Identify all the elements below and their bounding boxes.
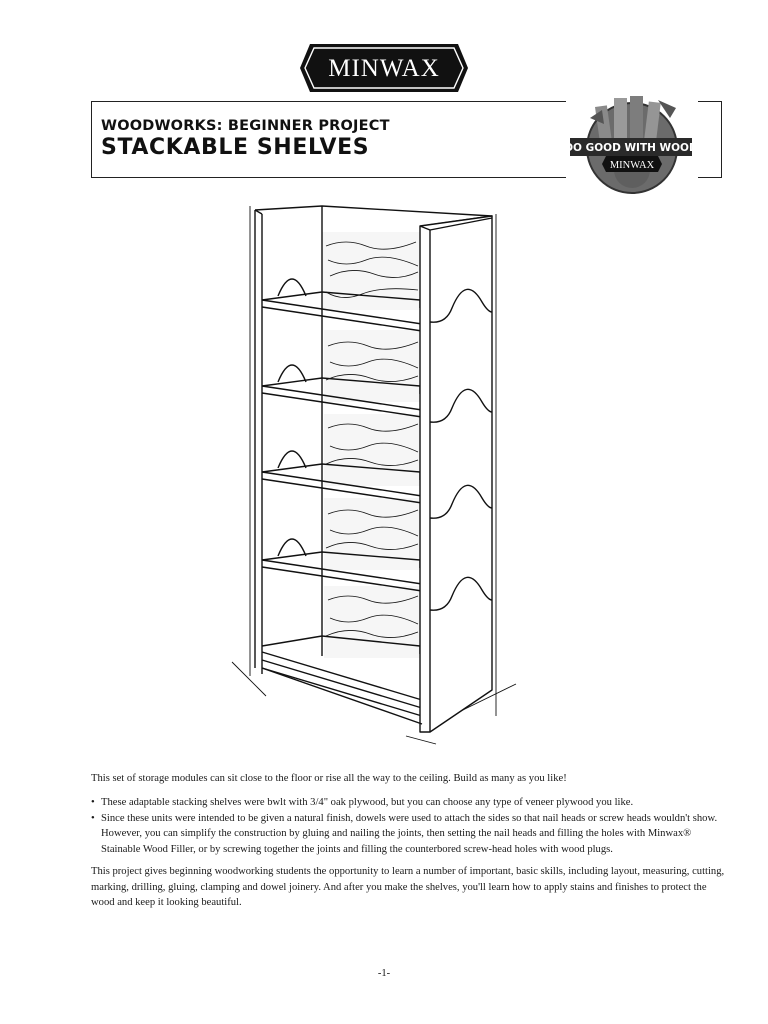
list-item bbox=[91, 795, 731, 811]
closing-paragraph: This project gives beginning woodworking students the opportunity to learn a number of important, basic skills, including layout, measuring, cutting, marking, drilling, gluing, clamping and dowel joinery. And after you make the shelves, you'll learn how to apply stains and finishes to protect the wood and keep it looking beautiful. bbox=[91, 866, 725, 908]
list-item bbox=[91, 811, 731, 858]
intro-paragraph: This set of storage modules can sit close to the floor or rise all the way to the ceiling. Build as many as you like! bbox=[91, 773, 567, 784]
minwax-logo bbox=[300, 44, 468, 92]
bullet-list bbox=[91, 795, 731, 857]
stackable-shelves-illustration bbox=[226, 196, 526, 756]
bullet-text: These adaptable stacking shelves were bwlt with 3/4" oak plywood, but you can choose any type of veneer plywood you like. bbox=[101, 797, 634, 808]
logo-text: MINWAX bbox=[328, 55, 440, 82]
do-good-with-wood-badge bbox=[566, 88, 698, 198]
badge-text: DO GOOD WITH WOOD bbox=[566, 142, 698, 154]
header-subtitle: WOODWORKS: BEGINNER PROJECT bbox=[101, 118, 390, 134]
bullet-icon: • bbox=[91, 812, 95, 824]
badge-logo-text: MINWAX bbox=[609, 160, 655, 171]
bullet-icon: • bbox=[91, 797, 95, 808]
page-number: -1- bbox=[377, 968, 391, 979]
bullet-text: Since these units were intended to be given a natural finish, dowels were used to attach the sides so that nail heads or screw heads wouldn't show. However, you can simplify the construction by gluing and nailing the joints, then setting the nail heads and filling the holes with Minwax® Stainable Wood Filler, or by screwing together the joints and filling the counterbored screw-head holes with wood plugs. bbox=[101, 812, 718, 855]
page-title: STACKABLE SHELVES bbox=[101, 135, 370, 160]
